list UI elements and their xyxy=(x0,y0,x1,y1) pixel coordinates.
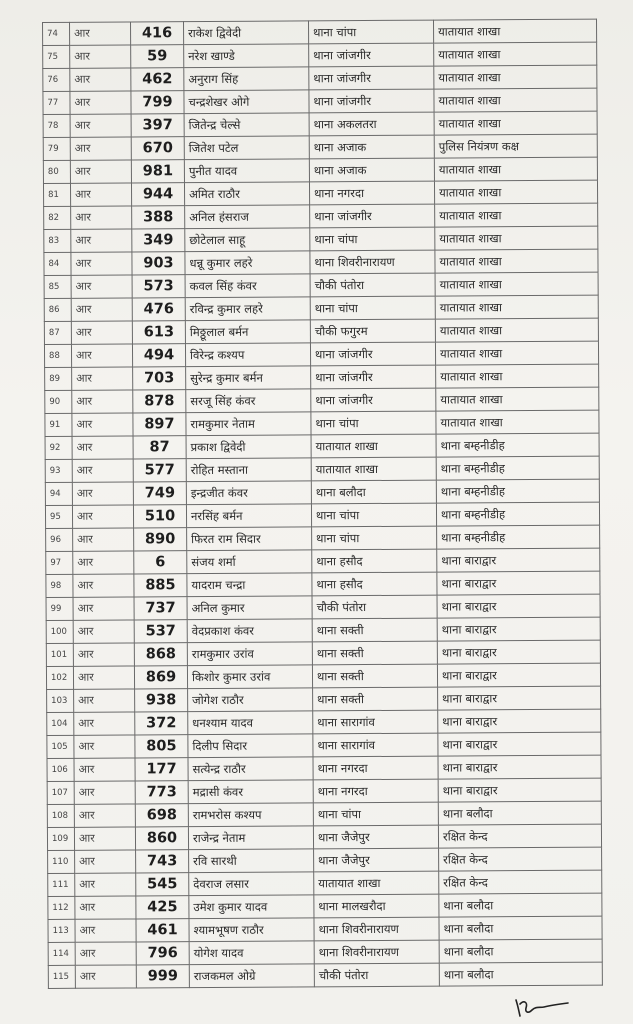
rank-cell: आर xyxy=(74,735,135,758)
rank-cell: आर xyxy=(72,505,133,528)
badge-number-cell: 860 xyxy=(135,827,188,850)
employee-name-cell: कवल सिंह कंवर xyxy=(185,274,310,298)
serial-number-cell: 78 xyxy=(43,114,70,137)
badge-number-cell: 897 xyxy=(133,413,186,436)
current-posting-cell: थाना जांजगीर xyxy=(309,89,434,113)
rank-cell: आर xyxy=(71,298,132,321)
new-posting-cell: थाना बाराद्वार xyxy=(437,594,600,618)
badge-number-cell: 545 xyxy=(136,873,189,896)
new-posting-cell: थाना बम्हनीडीह xyxy=(436,433,599,457)
current-posting-cell: थाना नगरदा xyxy=(313,779,438,803)
rank-cell: आर xyxy=(72,436,133,459)
new-posting-cell: रक्षित केन्द xyxy=(439,847,602,871)
table-row xyxy=(47,824,601,850)
employee-name-cell: यादराम चन्द्रा xyxy=(187,573,312,597)
rank-cell: आर xyxy=(72,482,133,505)
employee-name-cell: रविन्द्र कुमार लहरे xyxy=(185,297,310,321)
new-posting-cell: यातायात शाखा xyxy=(434,42,597,66)
current-posting-cell: थाना चांपा xyxy=(311,411,436,435)
current-posting-cell: थाना सारागांव xyxy=(313,710,438,734)
badge-number-cell: 903 xyxy=(132,252,185,275)
employee-name-cell: राजकमल ओग्रे xyxy=(189,964,314,988)
table-row xyxy=(47,686,601,712)
serial-number-cell: 99 xyxy=(46,597,73,620)
table-row xyxy=(47,801,601,827)
current-posting-cell: थाना नगरदा xyxy=(309,181,434,205)
current-posting-cell: थाना चांपा xyxy=(310,227,435,251)
rank-cell: आर xyxy=(75,919,136,942)
serial-number-cell: 100 xyxy=(46,620,73,643)
table-row xyxy=(45,456,599,482)
current-posting-cell: थाना सारागांव xyxy=(313,733,438,757)
current-posting-cell: थाना चांपा xyxy=(311,503,436,527)
badge-number-cell: 462 xyxy=(131,68,184,91)
current-posting-cell: थाना सक्ती xyxy=(313,687,438,711)
table-row xyxy=(44,203,598,229)
table-row xyxy=(43,157,597,183)
employee-name-cell: पुनीत यादव xyxy=(184,159,309,183)
table-row xyxy=(44,341,598,367)
new-posting-cell: यातायात शाखा xyxy=(435,249,598,273)
serial-number-cell: 76 xyxy=(43,68,70,91)
employee-name-cell: रामकुमार नेताम xyxy=(186,412,311,436)
rank-cell: आर xyxy=(73,597,134,620)
new-posting-cell: थाना बाराद्वार xyxy=(438,686,601,710)
new-posting-cell: पुलिस नियंत्रण कक्ष xyxy=(434,134,597,158)
roster-body xyxy=(43,19,603,988)
employee-name-cell: मिठ्ठूलाल बर्मन xyxy=(185,320,310,344)
new-posting-cell: थाना बलौदा xyxy=(439,893,602,917)
rank-cell: आर xyxy=(74,758,135,781)
rank-cell: आर xyxy=(72,367,133,390)
current-posting-cell: थाना सक्ती xyxy=(312,618,437,642)
employee-name-cell: अनुराग सिंह xyxy=(184,67,309,91)
current-posting-cell: थाना चांपा xyxy=(310,296,435,320)
employee-name-cell: प्रकाश द्विवेदी xyxy=(186,435,311,459)
badge-number-cell: 698 xyxy=(135,804,188,827)
badge-number-cell: 737 xyxy=(134,597,187,620)
employee-name-cell: श्यामभूषण राठौर xyxy=(189,918,314,942)
serial-number-cell: 74 xyxy=(43,22,70,45)
current-posting-cell: थाना शिवरीनारायण xyxy=(314,940,439,964)
rank-cell: आर xyxy=(71,206,132,229)
badge-number-cell: 613 xyxy=(132,321,185,344)
employee-name-cell: किशोर कुमार उरांव xyxy=(187,665,312,689)
table-row xyxy=(45,479,599,505)
table-row xyxy=(46,571,600,597)
badge-number-cell: 869 xyxy=(134,666,187,689)
employee-name-cell: अमित राठौर xyxy=(184,182,309,206)
current-posting-cell: चौकी फगुरम xyxy=(310,319,435,343)
new-posting-cell: यातायात शाखा xyxy=(434,88,597,112)
current-posting-cell: थाना चांपा xyxy=(312,526,437,550)
rank-cell: आर xyxy=(70,22,131,45)
serial-number-cell: 92 xyxy=(45,436,72,459)
rank-cell: आर xyxy=(71,229,132,252)
badge-number-cell: 425 xyxy=(136,896,189,919)
employee-name-cell: उमेश कुमार यादव xyxy=(189,895,314,919)
rank-cell: आर xyxy=(70,68,131,91)
transfer-roster-table xyxy=(42,19,603,989)
table-row xyxy=(47,778,601,804)
serial-number-cell: 113 xyxy=(48,919,75,942)
table-row xyxy=(46,594,600,620)
employee-name-cell: रवि सारथी xyxy=(189,849,314,873)
serial-number-cell: 104 xyxy=(47,712,74,735)
employee-name-cell: अनिल कुमार xyxy=(187,596,312,620)
serial-number-cell: 111 xyxy=(48,873,75,896)
table-row xyxy=(46,525,600,551)
table-row xyxy=(43,19,597,45)
current-posting-cell: थाना मालखरौदा xyxy=(314,894,439,918)
rank-cell: आर xyxy=(74,781,135,804)
rank-cell: आर xyxy=(70,91,131,114)
rank-cell: आर xyxy=(73,620,134,643)
badge-number-cell: 805 xyxy=(135,735,188,758)
serial-number-cell: 110 xyxy=(48,850,75,873)
serial-number-cell: 115 xyxy=(48,965,75,988)
employee-name-cell: संजय शर्मा xyxy=(187,550,312,574)
current-posting-cell: चौकी पंतोरा xyxy=(310,273,435,297)
new-posting-cell: यातायात शाखा xyxy=(435,272,598,296)
new-posting-cell: यातायात शाखा xyxy=(433,19,596,43)
employee-name-cell: जितेन्द्र चेल्से xyxy=(184,113,309,137)
new-posting-cell: यातायात शाखा xyxy=(436,364,599,388)
rank-cell: आर xyxy=(72,413,133,436)
current-posting-cell: चौकी पंतोरा xyxy=(312,595,437,619)
rank-cell: आर xyxy=(75,896,136,919)
employee-name-cell: विरेन्द्र कश्यप xyxy=(185,343,310,367)
serial-number-cell: 109 xyxy=(47,827,74,850)
rank-cell: आर xyxy=(72,390,133,413)
new-posting-cell: थाना बाराद्वार xyxy=(438,709,601,733)
new-posting-cell: यातायात शाखा xyxy=(434,180,597,204)
rank-cell: आर xyxy=(74,804,135,827)
new-posting-cell: यातायात शाखा xyxy=(436,387,599,411)
badge-number-cell: 773 xyxy=(135,781,188,804)
new-posting-cell: यातायात शाखा xyxy=(435,295,598,319)
rank-cell: आर xyxy=(70,160,131,183)
table-row xyxy=(45,433,599,459)
badge-number-cell: 878 xyxy=(133,390,186,413)
rank-cell: आर xyxy=(70,45,131,68)
serial-number-cell: 81 xyxy=(43,183,70,206)
serial-number-cell: 103 xyxy=(47,689,74,712)
current-posting-cell: थाना अजाक xyxy=(309,158,434,182)
serial-number-cell: 77 xyxy=(43,91,70,114)
rank-cell: आर xyxy=(73,666,134,689)
rank-cell: आर xyxy=(71,275,132,298)
serial-number-cell: 84 xyxy=(44,252,71,275)
badge-number-cell: 799 xyxy=(131,91,184,114)
new-posting-cell: थाना बाराद्वार xyxy=(437,640,600,664)
badge-number-cell: 890 xyxy=(134,528,187,551)
new-posting-cell: थाना बलौदा xyxy=(439,962,602,986)
table-row xyxy=(48,916,602,942)
rank-cell: आर xyxy=(75,965,136,988)
serial-number-cell: 88 xyxy=(44,344,71,367)
new-posting-cell: थाना बाराद्वार xyxy=(438,755,601,779)
table-row xyxy=(44,295,598,321)
new-posting-cell: थाना बम्हनीडीह xyxy=(436,456,599,480)
new-posting-cell: थाना बाराद्वार xyxy=(437,617,600,641)
current-posting-cell: थाना जांजगीर xyxy=(311,388,436,412)
badge-number-cell: 743 xyxy=(136,850,189,873)
new-posting-cell: थाना बलौदा xyxy=(439,916,602,940)
current-posting-cell: थाना जांजगीर xyxy=(309,66,434,90)
employee-name-cell: जोगेश राठौर xyxy=(188,688,313,712)
rank-cell: आर xyxy=(70,137,131,160)
serial-number-cell: 89 xyxy=(45,367,72,390)
current-posting-cell: थाना शिवरीनारायण xyxy=(310,250,435,274)
new-posting-cell: थाना बाराद्वार xyxy=(437,571,600,595)
serial-number-cell: 98 xyxy=(46,574,73,597)
badge-number-cell: 703 xyxy=(133,367,186,390)
serial-number-cell: 107 xyxy=(47,781,74,804)
badge-number-cell: 885 xyxy=(134,574,187,597)
employee-name-cell: रामकुमार उरांव xyxy=(187,642,312,666)
employee-name-cell: वेदप्रकाश कंवर xyxy=(187,619,312,643)
new-posting-cell: रक्षित केन्द xyxy=(438,824,601,848)
current-posting-cell: थाना जांजगीर xyxy=(311,365,436,389)
new-posting-cell: यातायात शाखा xyxy=(434,65,597,89)
badge-number-cell: 397 xyxy=(131,114,184,137)
employee-name-cell: सत्येन्द्र राठौर xyxy=(188,757,313,781)
current-posting-cell: थाना चांपा xyxy=(313,802,438,826)
current-posting-cell: थाना जांजगीर xyxy=(309,43,434,67)
employee-name-cell: अनिल हंसराज xyxy=(185,205,310,229)
serial-number-cell: 83 xyxy=(44,229,71,252)
current-posting-cell: थाना शिवरीनारायण xyxy=(314,917,439,941)
employee-name-cell: राजेन्द्र नेताम xyxy=(188,826,313,850)
badge-number-cell: 59 xyxy=(131,45,184,68)
badge-number-cell: 981 xyxy=(131,160,184,183)
current-posting-cell: थाना सक्ती xyxy=(312,664,437,688)
badge-number-cell: 938 xyxy=(135,689,188,712)
current-posting-cell: थाना जैजेपुर xyxy=(314,848,439,872)
badge-number-cell: 577 xyxy=(133,459,186,482)
serial-number-cell: 105 xyxy=(47,735,74,758)
table-row xyxy=(46,548,600,574)
new-posting-cell: यातायात शाखा xyxy=(435,226,598,250)
rank-cell: आर xyxy=(70,114,131,137)
badge-number-cell: 868 xyxy=(134,643,187,666)
badge-number-cell: 537 xyxy=(134,620,187,643)
new-posting-cell: थाना बम्हनीडीह xyxy=(436,502,599,526)
new-posting-cell: यातायात शाखा xyxy=(435,318,598,342)
table-row xyxy=(47,755,601,781)
badge-number-cell: 796 xyxy=(136,942,189,965)
new-posting-cell: यातायात शाखा xyxy=(434,111,597,135)
current-posting-cell: थाना अकलतरा xyxy=(309,112,434,136)
table-row xyxy=(45,502,599,528)
employee-name-cell: नरेश खाण्डे xyxy=(184,44,309,68)
serial-number-cell: 91 xyxy=(45,413,72,436)
employee-name-cell: इन्द्रजीत कंवर xyxy=(186,481,311,505)
new-posting-cell: थाना बलौदा xyxy=(439,939,602,963)
table-row xyxy=(48,939,602,965)
serial-number-cell: 82 xyxy=(44,206,71,229)
employee-name-cell: धन्नू कुमार लहरे xyxy=(185,251,310,275)
current-posting-cell: थाना हसौद xyxy=(312,549,437,573)
current-posting-cell: यातायात शाखा xyxy=(311,457,436,481)
badge-number-cell: 494 xyxy=(132,344,185,367)
rank-cell: आर xyxy=(73,528,134,551)
employee-name-cell: योगेश यादव xyxy=(189,941,314,965)
new-posting-cell: थाना बाराद्वार xyxy=(437,548,600,572)
employee-name-cell: जितेश पटेल xyxy=(184,136,309,160)
current-posting-cell: थाना अजाक xyxy=(309,135,434,159)
table-row xyxy=(44,249,598,275)
serial-number-cell: 108 xyxy=(47,804,74,827)
serial-number-cell: 86 xyxy=(44,298,71,321)
serial-number-cell: 87 xyxy=(44,321,71,344)
employee-name-cell: नरसिंह बर्मन xyxy=(186,504,311,528)
rank-cell: आर xyxy=(74,712,135,735)
rank-cell: आर xyxy=(73,551,134,574)
table-row xyxy=(48,962,602,988)
badge-number-cell: 670 xyxy=(131,137,184,160)
rank-cell: आर xyxy=(71,344,132,367)
rank-cell: आर xyxy=(75,850,136,873)
employee-name-cell: छोटेलाल साहू xyxy=(185,228,310,252)
table-row xyxy=(45,387,599,413)
serial-number-cell: 101 xyxy=(46,643,73,666)
table-row xyxy=(45,410,599,436)
badge-number-cell: 461 xyxy=(136,919,189,942)
employee-name-cell: सरजू सिंह कंवर xyxy=(186,389,311,413)
table-row xyxy=(44,272,598,298)
employee-name-cell: रामभरोस कश्यप xyxy=(188,803,313,827)
serial-number-cell: 102 xyxy=(46,666,73,689)
new-posting-cell: यातायात शाखा xyxy=(434,157,597,181)
serial-number-cell: 96 xyxy=(46,528,73,551)
rank-cell: आर xyxy=(71,252,132,275)
serial-number-cell: 75 xyxy=(43,45,70,68)
employee-name-cell: दिलीप सिदार xyxy=(188,734,313,758)
badge-number-cell: 349 xyxy=(132,229,185,252)
serial-number-cell: 79 xyxy=(43,137,70,160)
current-posting-cell: थाना जैजेपुर xyxy=(313,825,438,849)
table-row xyxy=(43,88,597,114)
table-row xyxy=(43,180,597,206)
table-row xyxy=(46,663,600,689)
badge-number-cell: 177 xyxy=(135,758,188,781)
current-posting-cell: चौकी पंतोरा xyxy=(314,963,439,987)
table-row xyxy=(44,318,598,344)
badge-number-cell: 573 xyxy=(132,275,185,298)
current-posting-cell: थाना चांपा xyxy=(308,20,433,44)
signature-mark xyxy=(512,994,572,1020)
rank-cell: आर xyxy=(71,321,132,344)
table-row xyxy=(47,709,601,735)
table-row xyxy=(43,42,597,68)
rank-cell: आर xyxy=(74,827,135,850)
badge-number-cell: 944 xyxy=(131,183,184,206)
employee-name-cell: राकेश द्विवेदी xyxy=(184,21,309,45)
rank-cell: आर xyxy=(75,942,136,965)
new-posting-cell: रक्षित केन्द xyxy=(439,870,602,894)
rank-cell: आर xyxy=(75,873,136,896)
current-posting-cell: थाना जांजगीर xyxy=(310,342,435,366)
new-posting-cell: यातायात शाखा xyxy=(436,410,599,434)
serial-number-cell: 106 xyxy=(47,758,74,781)
rank-cell: आर xyxy=(73,574,134,597)
badge-number-cell: 6 xyxy=(134,551,187,574)
new-posting-cell: थाना बलौदा xyxy=(438,801,601,825)
employee-name-cell: धनश्याम यादव xyxy=(188,711,313,735)
employee-name-cell: सुरेन्द्र कुमार बर्मन xyxy=(186,366,311,390)
badge-number-cell: 416 xyxy=(131,22,184,45)
serial-number-cell: 80 xyxy=(43,160,70,183)
current-posting-cell: थाना सक्ती xyxy=(312,641,437,665)
badge-number-cell: 510 xyxy=(133,505,186,528)
serial-number-cell: 112 xyxy=(48,896,75,919)
badge-number-cell: 372 xyxy=(135,712,188,735)
badge-number-cell: 476 xyxy=(132,298,185,321)
table-row xyxy=(46,617,600,643)
rank-cell: आर xyxy=(72,459,133,482)
table-row xyxy=(48,870,602,896)
current-posting-cell: यातायात शाखा xyxy=(314,871,439,895)
current-posting-cell: थाना बलौदा xyxy=(311,480,436,504)
rank-cell: आर xyxy=(73,643,134,666)
table-row xyxy=(48,893,602,919)
serial-number-cell: 114 xyxy=(48,942,75,965)
serial-number-cell: 95 xyxy=(45,505,72,528)
table-row xyxy=(43,65,597,91)
rank-cell: आर xyxy=(74,689,135,712)
table-row xyxy=(44,226,598,252)
table-row xyxy=(47,732,601,758)
new-posting-cell: यातायात शाखा xyxy=(435,203,598,227)
new-posting-cell: थाना बाराद्वार xyxy=(438,732,601,756)
table-row xyxy=(43,134,597,160)
table-row xyxy=(48,847,602,873)
badge-number-cell: 749 xyxy=(133,482,186,505)
table-row xyxy=(45,364,599,390)
serial-number-cell: 90 xyxy=(45,390,72,413)
new-posting-cell: थाना बाराद्वार xyxy=(438,778,601,802)
serial-number-cell: 85 xyxy=(44,275,71,298)
new-posting-cell: थाना बम्हनीडीह xyxy=(436,479,599,503)
current-posting-cell: थाना नगरदा xyxy=(313,756,438,780)
current-posting-cell: यातायात शाखा xyxy=(311,434,436,458)
new-posting-cell: थाना बाराद्वार xyxy=(437,663,600,687)
new-posting-cell: थाना बम्हनीडीह xyxy=(437,525,600,549)
badge-number-cell: 388 xyxy=(132,206,185,229)
employee-name-cell: देवराज लसार xyxy=(189,872,314,896)
table-row xyxy=(43,111,597,137)
employee-name-cell: रोहित मस्ताना xyxy=(186,458,311,482)
badge-number-cell: 87 xyxy=(133,436,186,459)
current-posting-cell: थाना जांजगीर xyxy=(310,204,435,228)
employee-name-cell: चन्द्रशेखर ओगे xyxy=(184,90,309,114)
employee-name-cell: मद्रासी कंवर xyxy=(188,780,313,804)
serial-number-cell: 93 xyxy=(45,459,72,482)
table-row xyxy=(46,640,600,666)
current-posting-cell: थाना हसौद xyxy=(312,572,437,596)
badge-number-cell: 999 xyxy=(136,965,189,988)
serial-number-cell: 94 xyxy=(45,482,72,505)
rank-cell: आर xyxy=(70,183,131,206)
employee-name-cell: फिरत राम सिदार xyxy=(187,527,312,551)
new-posting-cell: यातायात शाखा xyxy=(435,341,598,365)
serial-number-cell: 97 xyxy=(46,551,73,574)
